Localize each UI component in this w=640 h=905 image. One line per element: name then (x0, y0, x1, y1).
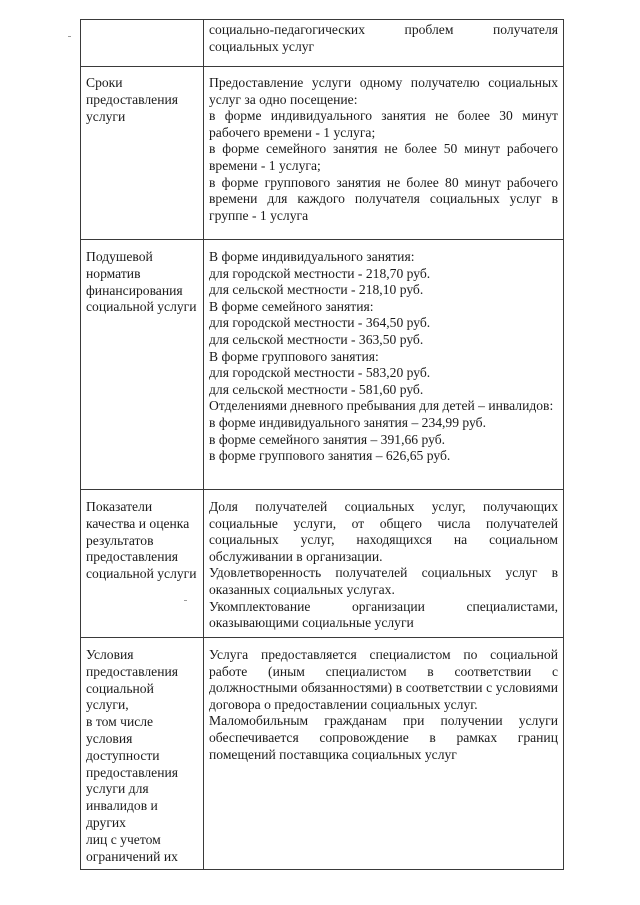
label-line: предоставления (86, 764, 179, 780)
content-paragraph: В форме индивидуального занятия: (209, 249, 415, 264)
table-row (81, 240, 564, 490)
content-paragraph: для городской местности - 583,20 руб. (209, 365, 431, 381)
content-paragraph: в форме семейного занятия – 391,66 руб. (209, 431, 446, 447)
content-paragraph: для городской местности - 364,50 руб. (209, 315, 431, 331)
label-line: предоставления (86, 549, 179, 565)
table-row (81, 20, 564, 67)
content-paragraph: в форме семейного занятия не более 50 минут рабочего времени - 1 услуга; (209, 141, 558, 173)
label-line: предоставления (86, 663, 179, 679)
label-line: предоставления (86, 91, 179, 107)
content-paragraph: Отделениями дневного пребывания для детей – инвалидов: (209, 398, 554, 414)
content-paragraph: Укомплектование организации специалистами, оказывающими социальные услуги (209, 598, 558, 631)
content-paragraph: социально-педагогических проблем получателя социальных услуг (209, 22, 558, 54)
label-cell (81, 20, 204, 67)
content-paragraph: Предоставление услуги одному получателю социальных услуг за одно посещение: (209, 75, 558, 107)
label-line: инвалидов и других (86, 798, 158, 830)
label-cell (81, 490, 204, 638)
label-line: норматив (86, 265, 141, 281)
label-line: доступности (86, 747, 160, 763)
table-row (81, 67, 564, 240)
content-paragraph: Маломобильным гражданам при получении услуги обеспечивается сопровождение в рамках границ помещений поставщика социальных услуг (209, 713, 558, 762)
content-paragraph: в форме индивидуального занятия не более 30 минут рабочего времени - 1 услуга; (209, 108, 558, 140)
content-cell (204, 67, 564, 240)
label-line: социальной услуги (86, 566, 197, 582)
scan-mark (68, 36, 71, 37)
content-paragraph: В форме семейного занятия: (209, 298, 374, 314)
content-paragraph: в форме группового занятия не более 80 минут рабочего времени для каждого получателя социальных услуг в группе - 1 услуга (209, 174, 558, 223)
content-cell (204, 20, 564, 67)
content-paragraph: Услуга предоставляется специалистом по социальной работе (иным специалистом в соответствии с должностными обязанностями) в соответствии с условиями договора о предоставлении социальных услуг. (209, 647, 558, 712)
label-line: в том числе условия (86, 714, 154, 746)
service-standard-table (80, 19, 564, 870)
label-line: Условия (86, 647, 134, 662)
label-cell (81, 67, 204, 240)
label-line: ограничений их (86, 848, 178, 864)
content-paragraph: для сельской местности - 218,10 руб. (209, 282, 424, 298)
label-line: услуги (86, 108, 126, 124)
content-cell (204, 638, 564, 870)
label-line: Подушевой (86, 249, 153, 264)
label-line: социальной услуги, (86, 680, 154, 713)
content-paragraph: Удовлетворенность получателей социальных услуг в оказанных социальных услугах. (209, 565, 558, 597)
content-cell (204, 490, 564, 638)
table-row (81, 490, 564, 638)
content-cell (204, 240, 564, 490)
label-line: качества и оценка (86, 515, 190, 531)
label-line: услуги для (86, 781, 149, 797)
label-line: Сроки (86, 75, 123, 90)
content-paragraph: для сельской местности - 363,50 руб. (209, 331, 424, 347)
label-cell (81, 240, 204, 490)
content-paragraph: для городской местности - 218,70 руб. (209, 265, 431, 281)
label-line: результатов (86, 532, 154, 548)
label-line: Показатели (86, 499, 153, 514)
label-cell (81, 638, 204, 870)
content-paragraph: В форме группового занятия: (209, 348, 379, 364)
label-line: социальной услуги (86, 299, 197, 315)
table-row (81, 638, 564, 870)
label-line: финансирования (86, 282, 183, 298)
label-line: лиц с учетом (86, 831, 161, 847)
content-paragraph: Доля получателей социальных услуг, получающих социальные услуги, от общего числа получателей социальных услуг, находящихся на социальном обслуживании в организации. (209, 499, 558, 564)
content-paragraph: для сельской местности - 581,60 руб. (209, 381, 424, 397)
content-paragraph: в форме индивидуального занятия – 234,99 руб. (209, 414, 486, 430)
content-paragraph: в форме группового занятия – 626,65 руб. (209, 448, 451, 464)
